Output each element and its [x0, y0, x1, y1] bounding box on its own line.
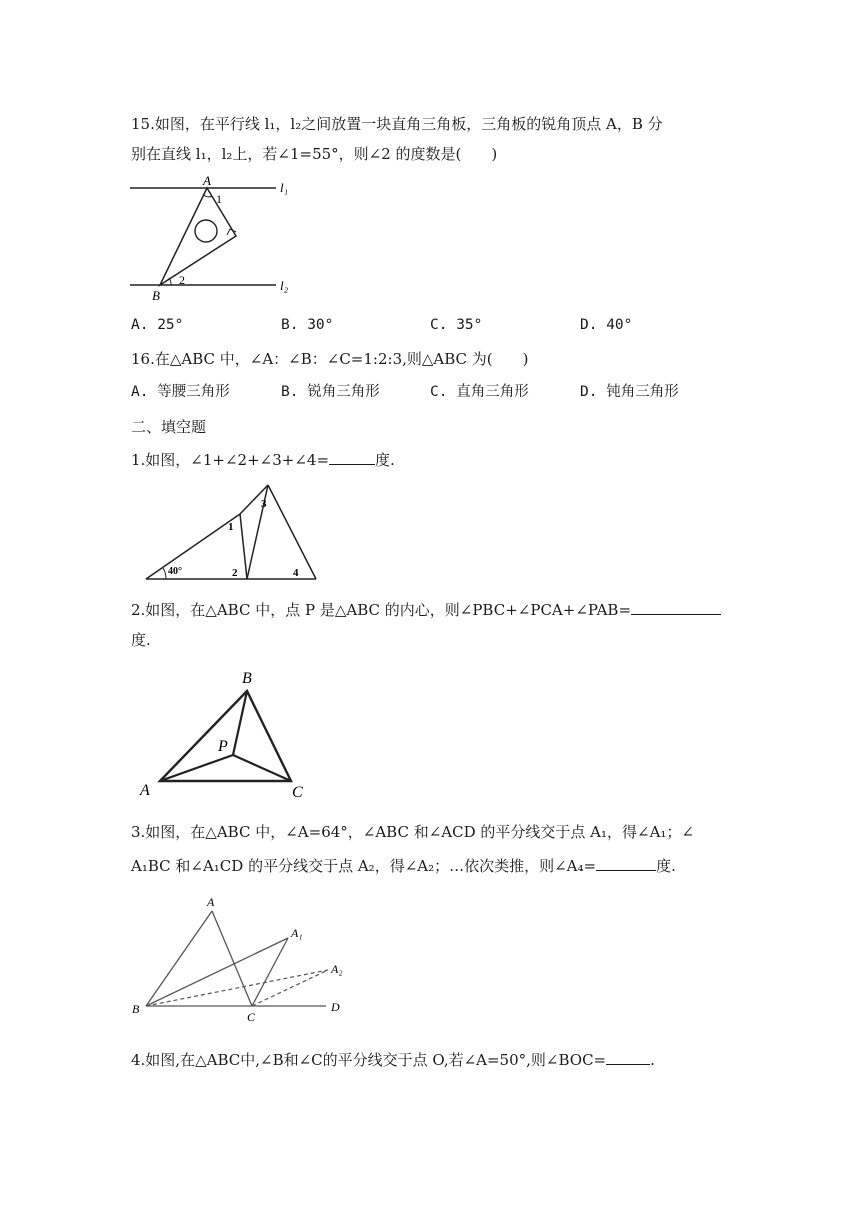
q15-label-A: A — [203, 173, 211, 188]
f2-label-B: B — [242, 670, 252, 687]
f3-label-D: D — [331, 1000, 340, 1014]
f1-label-3: 3 — [261, 498, 267, 510]
q15-label-B: B — [152, 288, 160, 302]
f2-text-line2: 度. — [131, 631, 151, 649]
q16-option-b: B. 锐角三角形 — [281, 384, 380, 400]
f3-label-B: B — [132, 1002, 140, 1016]
f2-figure — [136, 665, 316, 801]
section-title: 二、填空题 — [131, 418, 207, 436]
f1-label-angle: 40° — [168, 566, 182, 577]
q16-option-c: C. 直角三角形 — [430, 384, 529, 400]
f1-text-after: 度. — [375, 451, 395, 469]
q15-figure — [126, 172, 296, 302]
f2-label-C: C — [292, 784, 303, 801]
q15-option-c: C. 35° — [430, 317, 483, 333]
f2-text-line1 — [131, 600, 721, 620]
f3-text-line2 — [131, 856, 676, 876]
f3-label-A: A — [207, 895, 215, 909]
f3-label-A1: A₁ — [291, 926, 303, 940]
f4-blank[interactable] — [606, 1050, 650, 1065]
f3-blank[interactable] — [596, 856, 656, 871]
f1-blank[interactable] — [329, 450, 375, 465]
q15-text-line2: 别在直线 l₁，l₂上，若∠1=55°，则∠2 的度数是( ) — [131, 145, 498, 163]
q15-text-line1: 15.如图，在平行线 l₁，l₂之间放置一块直角三角板，三角板的锐角顶点 A，B 分 — [131, 115, 663, 133]
q15-option-d: D. 40° — [580, 317, 633, 333]
f3-label-A2: A₂ — [331, 962, 343, 976]
q15-label-l1: l₁ — [280, 180, 289, 195]
q15-label-2: 2 — [179, 273, 185, 287]
f4-text-after: . — [650, 1051, 655, 1069]
f1-label-4: 4 — [293, 567, 299, 579]
q16-option-a: A. 等腰三角形 — [131, 384, 230, 400]
f1-figure — [140, 480, 330, 584]
q15-option-a: A. 25° — [131, 317, 184, 333]
f2-text-before: 2.如图，在△ABC 中，点 P 是△ABC 的内心，则∠PBC+∠PCA+∠PAB= — [131, 601, 632, 619]
f1-label-2: 2 — [232, 567, 238, 579]
q15-label-l2: l₂ — [280, 278, 289, 293]
f3-text-before: A₁BC 和∠A₁CD 的平分线交于点 A₂，得∠A₂；…依次类推，则∠A₄= — [131, 857, 597, 875]
f4-text-before: 4.如图,在△ABC中,∠B和∠C的平分线交于点 O,若∠A=50°,则∠BOC= — [131, 1051, 607, 1069]
f1-text — [131, 450, 395, 470]
f3-figure — [128, 893, 358, 1023]
f3-label-C: C — [247, 1010, 256, 1023]
q16-option-d: D. 钝角三角形 — [580, 384, 679, 400]
f1-label-1: 1 — [228, 521, 234, 533]
f2-label-P: P — [218, 738, 228, 755]
f2-label-A: A — [140, 782, 150, 799]
q15-label-1: 1 — [216, 192, 222, 206]
q15-option-b: B. 30° — [281, 317, 334, 333]
q16-text: 16.在△ABC 中，∠A：∠B：∠C=1:2:3,则△ABC 为( ) — [131, 350, 529, 368]
f2-blank[interactable] — [631, 600, 721, 615]
f4-text — [131, 1050, 655, 1070]
f1-text-before: 1.如图，∠1+∠2+∠3+∠4= — [131, 451, 330, 469]
f3-text-line1: 3.如图，在△ABC 中，∠A=64°，∠ABC 和∠ACD 的平分线交于点 A₁，得∠A₁；∠ — [131, 823, 694, 841]
f3-text-after: 度. — [656, 857, 676, 875]
